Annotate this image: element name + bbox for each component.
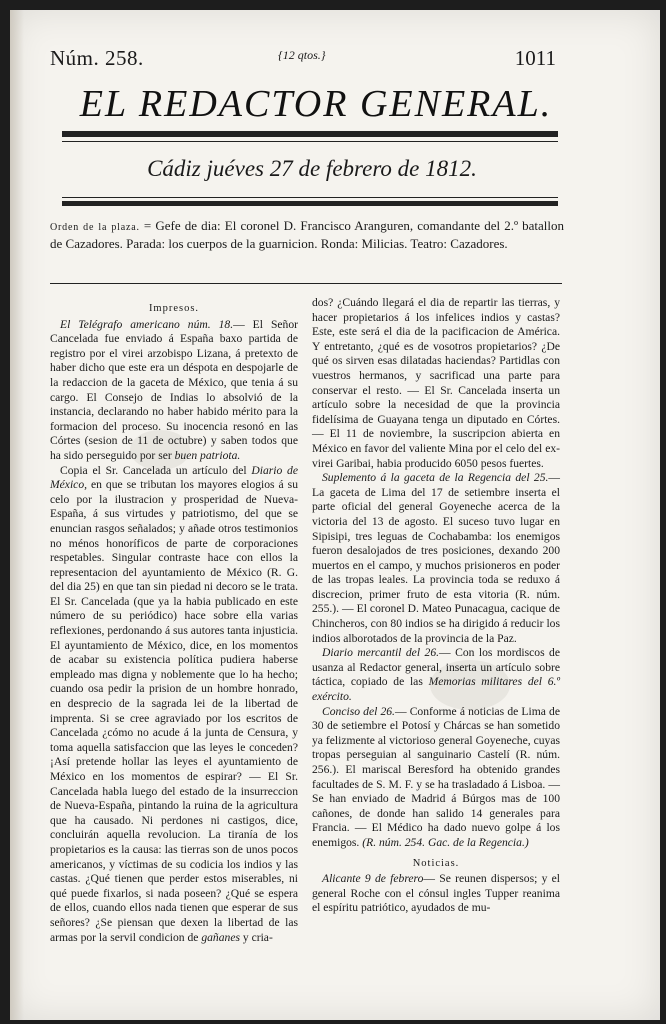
source-title: Suplemento á la gaceta de la Regencia del 25.	[322, 471, 549, 485]
newspaper-title: EL REDACTOR GENERAL.	[79, 83, 553, 125]
paragraph: Conciso del 26.— Conforme á noticias de Lima de 30 de setiembre el Potosí y Chárcas se han sometido ya felizmente al victorioso general Goyeneche, cuyas tropas perseguian al sanguinario Castelí (R. núm. 256.). El mariscal Beresford ha obtenido grandes facultades de S. M. F. y se ha trasladado á Lisboa. — Se han enviado de Madrid á Búrgos mas de 100 cañones, de donde han salido 14 generales para Francia. — El Médico ha dado nuevo golpe á los enemigos. (R. núm. 254. Gac. de la Regencia.)	[312, 704, 560, 849]
section-rule	[50, 283, 562, 284]
column-left	[50, 302, 298, 945]
paragraph: dos? ¿Cuándo llegará el dia de repartir las tierras, y hacer propietarios á los infelices indios y castas? Este, este será el dia de la pacificacion de América. Y entretanto, ¿qué es de vosotros propietarios? ¿De qué os sirven esas dilatadas haciendas? Partidlas con vuestros hermanos, y sacrificad una parte para conservar el resto. — El Sr. Cancelada inserta un artículo sobre la necesidad de que la provincia fidelísima de Guayana tenga un diputado en Córtes. — El 11 de noviembre, la suscripcion abierta en México en favor del valiente Mina por el celo del ex-virei Garibai, habia producido 6050 pesos fuertes.	[312, 296, 560, 470]
orden-label: Orden de la plaza.	[50, 222, 140, 233]
issue-number: Núm. 258.	[50, 46, 144, 70]
title-rule-thin	[62, 141, 558, 142]
paragraph: Diario mercantil del 26.— Con los mordiscos de usanza al Redactor general, inserta un artículo sobre táctica, copiado de las Memorias militares del 6.º exército.	[312, 646, 560, 704]
date-rule-thick	[62, 201, 558, 206]
paragraph: El Telégrafo americano núm. 18.— El Señor Cancelada fue enviado á España baxo partida de registro por el virei arzobispo Lizana, á pretexto de haber dicho que este era un déspota en despojarle de la redaccion de la gaceta de México, que tenia á su cargo. El Consejo de Indias lo absolvió de la instancia, declarando no haber habido mérito para la formacion del proceso. Su inocencia resonó en las Córtes (sesion de 11 de octubre) y saben todos que ha sido perseguido por ser buen patriota.	[50, 317, 298, 462]
date-rule-thin	[62, 197, 558, 198]
paragraph: Suplemento á la gaceta de la Regencia del 25.— La gaceta de Lima del 17 de setiembre inserta el parte oficial del general Goyeneche acerca de la victoria del 13 de agosto. El suceso tuvo lugar en Sipisipi, tres leguas de Cochabamba: los enemigos fueron desalojados de tres posiciones, dexando 200 muertos en el campo, y muchos prisioneros en poder de las tropas leales. La provincia toda se reduxo á discrecion, primer fruto de esta vitoria (R. núm. 255.). — El coronel D. Mateo Punacagua, cacique de Chincheros, con 80 indios se ha dirigido á reducir los indios alborotados de la provincia de la Paz.	[312, 471, 560, 645]
orden-de-la-plaza	[50, 218, 564, 252]
dateline-place: Alicante 9 de febrero	[322, 872, 424, 886]
paragraph: Copia el Sr. Cancelada un artículo del Diario de México, en que se tributan los mayores elogios á su celo por la ilustracion y prosperidad de Nueva-España, á sus virtudes y patriotismo, del que se enuncian rasgos señalados; y añade otros testimonios no ménos honoríficos de parte de corporaciones respetables. Singular contraste hace con ellos la representacion del ayuntamiento de México (R. G. del dia 25) en que tan sin piedad ni decoro se le trata. El Sr. Cancelada (que ya la habia publicado en este número de su periódico) hace sobre ella varias reflexiones, perdonando á sus autores tanta injusticia. El ayuntamiento de México, dice, en los momentos de acabar su existencia política pudiera haberse empleado mas digna y noblemente que lo ha hecho; cuando osa pedir la prision de un hombre honrado, en desprecio de la sagrada lei de la libertad de imprenta. Si se cree agraviado por los escritos de Cancelada ¿cómo no acude á la junta de Censura, y toma aquella satisfaccion que las leyes le conceden? ¡Así pretende hollar las leyes el ayuntamiento de México en los momentos de espirar? — El Sr. Cancelada habla luego del estado de la insurreccion de Nueva-España, pintando la ruina de la agricultura que ha causado. Ni perdones ni castigos, dice, concluirán aquella revolucion. La tiranía de los propietarios es la causa: las tierras son de unos pocos americanos, y víctimas de su codicia los indios y las castas. ¿Qué tienen que perder estos miserables, ni qué puede fixarlos, si nada poseen? ¿Qué se espera de ellos, cuando ellos nada tienen que esperar de sus señores? ¿Se piensan que dexen la libertad de las armas por la servil condicion de gañanes y cria-	[50, 463, 298, 944]
newspaper-page	[10, 10, 660, 1020]
source-title: El Telégrafo americano núm. 18.	[60, 317, 234, 331]
column-right	[312, 296, 560, 916]
source-title: Diario mercantil del 26.	[322, 646, 440, 660]
orden-text: = Gefe de dia: El coronel D. Francisco Aranguren, comandante del 2.º batallon de Cazadores. Parada: los cuerpos de la guarnicion. Ronda: Milicias. Teatro: Cazadores.	[50, 218, 565, 251]
impresos-heading: Impresos.	[148, 303, 200, 314]
noticias-heading: Noticias.	[412, 857, 460, 869]
format-note: {12 qtos.}	[278, 48, 326, 62]
paragraph: Alicante 9 de febrero— Se reunen dispersos; y el general Roche con el cónsul ingles Tupper reanima el espíritu patriótico, ayudados de mu-	[312, 872, 560, 915]
dateline: Cádiz juéves 27 de febrero de 1812.	[147, 156, 477, 181]
page-number: 1011	[514, 46, 556, 70]
title-rule-thick	[62, 131, 558, 137]
source-title: Conciso del 26.	[322, 704, 395, 718]
source-title: Diario de México,	[50, 463, 298, 492]
